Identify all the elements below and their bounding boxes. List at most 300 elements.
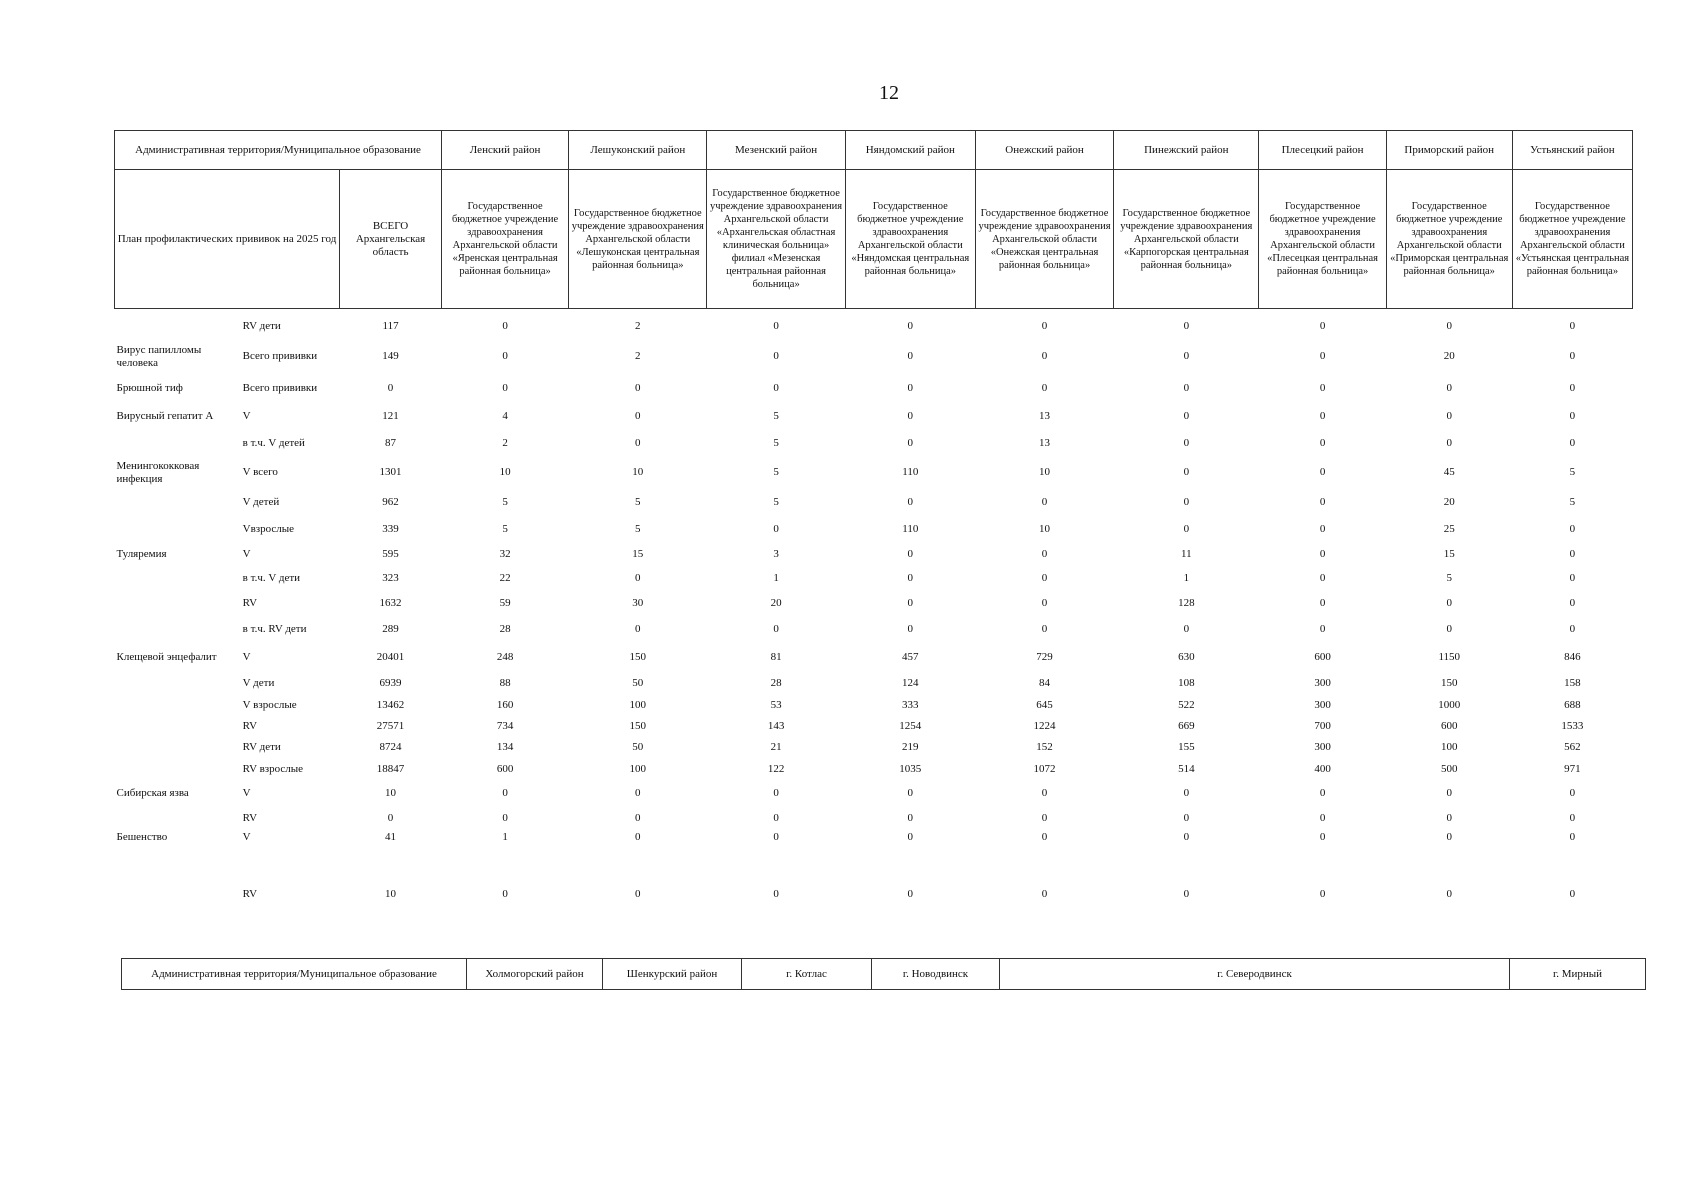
disease-name xyxy=(115,489,241,517)
institution-header: Государственное бюджетное учреждение здравоохранения Архангельской области «Плесецкая центральная районная больница» xyxy=(1259,170,1386,309)
district-value: 300 xyxy=(1314,699,1331,711)
table-row xyxy=(115,339,1633,375)
district-value: 0 xyxy=(1569,382,1576,394)
district-value: 0 xyxy=(1319,410,1326,422)
district-value: 300 xyxy=(1314,677,1331,689)
total-value: 0 xyxy=(387,812,394,824)
indicator-label: Всего прививки xyxy=(242,350,318,362)
table-row xyxy=(115,781,1633,807)
indicator-label: в т.ч. RV дети xyxy=(242,623,307,635)
district-value: 0 xyxy=(1446,437,1452,449)
district-value: 0 xyxy=(907,320,914,333)
disease-name xyxy=(115,567,241,591)
indicator-label: V xyxy=(242,548,251,560)
district-value: 0 xyxy=(907,548,914,560)
total-value: 117 xyxy=(382,320,399,333)
district-value: 45 xyxy=(1443,466,1455,478)
total-value: 1301 xyxy=(379,466,402,478)
district-value: 28 xyxy=(770,677,782,689)
district-value: 21 xyxy=(770,741,782,753)
district-header: Ленский район xyxy=(442,131,569,170)
disease-name xyxy=(115,881,241,909)
district-value: 2 xyxy=(635,320,641,333)
district-header: Устьянский район xyxy=(1512,131,1632,170)
disease-name xyxy=(115,673,241,695)
district-value: 0 xyxy=(1319,830,1326,843)
total-value: 18847 xyxy=(376,763,405,775)
indicator-label: в т.ч. V дети xyxy=(242,572,301,584)
district-value: 0 xyxy=(1319,812,1326,824)
district-value: 110 xyxy=(902,466,919,478)
district-value: 20 xyxy=(1443,496,1455,508)
disease-name: Бешенство xyxy=(116,830,168,843)
table-row xyxy=(115,807,1633,831)
table-row xyxy=(115,309,1633,339)
district-value: 1150 xyxy=(1438,651,1461,663)
district-value: 0 xyxy=(907,350,914,362)
district-value: 645 xyxy=(1036,699,1053,711)
district-value: 10 xyxy=(499,466,511,478)
district-value: 3 xyxy=(773,548,779,560)
table-row xyxy=(115,643,1633,673)
page-number: 12 xyxy=(879,82,899,104)
district-value: 0 xyxy=(907,597,914,609)
district-value: 0 xyxy=(1319,623,1326,635)
district-value: 846 xyxy=(1564,651,1581,663)
district-value: 0 xyxy=(1183,437,1190,449)
total-value: 8724 xyxy=(379,741,402,753)
table-row xyxy=(115,517,1633,543)
district-value: 0 xyxy=(1319,382,1326,394)
table-row xyxy=(115,881,1633,909)
district-value: 134 xyxy=(496,741,514,753)
district-value: 5 xyxy=(1569,496,1576,508)
next-table-header xyxy=(121,958,1646,990)
district-value: 600 xyxy=(1440,720,1458,732)
indicator-label: V xyxy=(242,651,251,663)
disease-name xyxy=(115,517,241,543)
district-value: 0 xyxy=(1041,812,1048,824)
district-value: 0 xyxy=(635,572,641,584)
district-header: Онежский район xyxy=(975,131,1113,170)
district-value: 0 xyxy=(635,437,641,449)
district-value: 0 xyxy=(907,437,914,449)
institution-header: Государственное бюджетное учреждение здравоохранения Архангельской области «Устьянская центральная районная больница» xyxy=(1512,170,1632,309)
district-value: 5 xyxy=(773,496,779,508)
district-value: 0 xyxy=(1041,623,1048,635)
district-value: 13 xyxy=(1039,410,1051,422)
district-value: 143 xyxy=(767,720,785,732)
indicator-label: Всего прививки xyxy=(242,382,318,394)
disease-name: Брюшной тиф xyxy=(116,382,183,394)
district-value: 0 xyxy=(1569,350,1576,362)
total-value: 1632 xyxy=(379,597,402,609)
district-value: 5 xyxy=(502,496,508,508)
disease-name xyxy=(115,431,241,457)
district-value: 971 xyxy=(1564,763,1581,775)
district-value: 0 xyxy=(1319,597,1326,609)
district-value: 0 xyxy=(502,382,508,394)
indicator-label: в т.ч. V детей xyxy=(242,437,305,449)
indicator-label: RV дети xyxy=(242,320,281,333)
district-value: 5 xyxy=(773,410,779,422)
indicator-label: RV xyxy=(242,597,258,609)
indicator-label: V взрослые xyxy=(242,699,297,711)
institution-header: Государственное бюджетное учреждение здравоохранения Архангельской области «Лешуконская центральная районная больница» xyxy=(569,170,707,309)
district-value: 0 xyxy=(1569,830,1576,843)
district-value: 13 xyxy=(1039,437,1051,449)
district-value: 0 xyxy=(1319,466,1326,478)
district-value: 28 xyxy=(499,623,511,635)
district-value: 0 xyxy=(1319,523,1326,535)
district-value: 248 xyxy=(496,651,514,663)
district-value: 0 xyxy=(635,382,641,394)
district-value: 0 xyxy=(635,888,641,900)
district-value: 0 xyxy=(907,623,914,635)
district-header: Няндомский район xyxy=(845,131,975,170)
district-value: 50 xyxy=(632,677,644,689)
district-value: 669 xyxy=(1178,720,1195,732)
indicator-label: RV взрослые xyxy=(242,763,304,775)
district-value: 150 xyxy=(629,651,647,663)
district-value: 0 xyxy=(1319,572,1326,584)
disease-name: Клещевой энцефалит xyxy=(116,651,217,663)
disease-name xyxy=(115,695,241,717)
district-value: 0 xyxy=(1041,496,1048,508)
district-value: 0 xyxy=(1569,623,1576,635)
district-value: 600 xyxy=(496,763,514,775)
total-value: 289 xyxy=(382,623,399,635)
district-value: 53 xyxy=(770,699,782,711)
admin-territory-header: Административная территория/Муниципальное образование xyxy=(122,959,467,990)
table-row xyxy=(115,737,1633,759)
district-value: 10 xyxy=(1039,523,1051,535)
district-value: 0 xyxy=(1569,437,1576,449)
table-row xyxy=(115,543,1633,567)
district-value: 0 xyxy=(1569,888,1576,900)
district-header: Шенкурский район xyxy=(603,959,742,990)
district-value: 1 xyxy=(1183,572,1190,584)
district-value: 0 xyxy=(1183,350,1190,362)
district-value: 0 xyxy=(1319,350,1326,362)
district-value: 100 xyxy=(1440,741,1458,753)
district-header: Приморский район xyxy=(1386,131,1512,170)
district-value: 219 xyxy=(902,741,919,753)
district-value: 0 xyxy=(1041,830,1048,843)
district-value: 0 xyxy=(1446,320,1452,333)
district-value: 0 xyxy=(1041,350,1048,362)
table-row xyxy=(115,403,1633,431)
district-value: 0 xyxy=(1183,830,1190,843)
institution-header: Государственное бюджетное учреждение здравоохранения Архангельской области «Карпогорская центральная районная больница» xyxy=(1114,170,1259,309)
indicator-label: RV дети xyxy=(242,741,281,753)
district-value: 500 xyxy=(1440,763,1458,775)
district-value: 729 xyxy=(1036,651,1053,663)
district-value: 700 xyxy=(1314,720,1331,732)
table-row xyxy=(115,591,1633,617)
district-value: 514 xyxy=(1178,763,1195,775)
district-value: 0 xyxy=(502,787,508,799)
district-value: 20 xyxy=(1443,350,1455,362)
district-value: 0 xyxy=(1446,382,1452,394)
district-value: 100 xyxy=(629,699,647,711)
district-value: 4 xyxy=(502,410,508,422)
city-header: г. Котлас xyxy=(742,959,872,990)
district-value: 0 xyxy=(907,572,914,584)
district-header: Пинежский район xyxy=(1114,131,1259,170)
district-value: 630 xyxy=(1178,651,1195,663)
indicator-label: V xyxy=(242,787,251,799)
district-value: 457 xyxy=(902,651,919,663)
district-value: 522 xyxy=(1178,699,1195,711)
district-value: 0 xyxy=(1183,787,1190,799)
table-row xyxy=(115,375,1633,403)
institution-header: Государственное бюджетное учреждение здравоохранения Архангельской области «Приморская центральная районная больница» xyxy=(1386,170,1512,309)
total-value: 27571 xyxy=(376,720,405,732)
total-value: 20401 xyxy=(376,651,405,663)
table-row xyxy=(115,717,1633,737)
district-value: 0 xyxy=(1041,787,1048,799)
district-value: 562 xyxy=(1564,741,1581,753)
district-value: 0 xyxy=(907,830,914,843)
district-value: 150 xyxy=(629,720,647,732)
district-value: 32 xyxy=(499,548,511,560)
district-value: 88 xyxy=(499,677,511,689)
institution-header: Государственное бюджетное учреждение здравоохранения Архангельской области «Няндомская центральная районная больница» xyxy=(845,170,975,309)
district-value: 108 xyxy=(1178,677,1195,689)
district-value: 1533 xyxy=(1561,720,1584,732)
district-value: 128 xyxy=(1178,597,1195,609)
district-value: 0 xyxy=(1446,410,1452,422)
indicator-label: RV xyxy=(242,888,258,900)
district-value: 100 xyxy=(629,763,647,775)
district-header: Плесецкий район xyxy=(1259,131,1386,170)
district-value: 0 xyxy=(907,382,914,394)
district-value: 0 xyxy=(635,830,641,843)
district-value: 0 xyxy=(1319,437,1326,449)
district-header: Мезенский район xyxy=(707,131,845,170)
district-value: 5 xyxy=(773,437,779,449)
district-value: 0 xyxy=(1041,888,1048,900)
district-value: 0 xyxy=(502,812,508,824)
district-value: 0 xyxy=(502,320,508,333)
district-value: 0 xyxy=(1569,548,1576,560)
district-value: 0 xyxy=(1041,320,1048,333)
indicator-label: RV xyxy=(242,812,258,824)
table-row xyxy=(115,431,1633,457)
district-value: 0 xyxy=(907,888,914,900)
disease-name: Туляремия xyxy=(116,548,167,560)
district-value: 0 xyxy=(502,888,508,900)
district-value: 0 xyxy=(1446,830,1452,843)
total-value: 962 xyxy=(382,496,399,508)
district-value: 0 xyxy=(773,888,779,900)
table-row xyxy=(115,759,1633,781)
district-value: 150 xyxy=(1440,677,1458,689)
district-value: 81 xyxy=(770,651,782,663)
table-row xyxy=(115,457,1633,489)
district-value: 0 xyxy=(907,812,914,824)
district-value: 0 xyxy=(635,812,641,824)
district-value: 0 xyxy=(773,320,779,333)
district-value: 0 xyxy=(1183,382,1190,394)
total-value: 149 xyxy=(382,350,399,362)
district-value: 2 xyxy=(502,437,508,449)
header-row-institutions xyxy=(115,170,1633,309)
district-value: 1000 xyxy=(1438,699,1461,711)
table-row xyxy=(115,617,1633,643)
disease-name: Менингококковая инфекция xyxy=(116,459,200,485)
indicator-label: V всего xyxy=(242,466,278,478)
district-value: 1254 xyxy=(899,720,922,732)
district-value: 10 xyxy=(632,466,644,478)
district-value: 688 xyxy=(1564,699,1581,711)
table-row xyxy=(115,489,1633,517)
district-value: 0 xyxy=(1569,523,1576,535)
disease-name xyxy=(115,737,241,759)
district-value: 10 xyxy=(1039,466,1051,478)
district-value: 0 xyxy=(1319,888,1326,900)
disease-name: Вирус папилломы человека xyxy=(116,343,202,369)
district-value: 0 xyxy=(1183,410,1190,422)
district-value: 333 xyxy=(902,699,919,711)
disease-name: Вирусный гепатит А xyxy=(116,410,214,422)
district-value: 158 xyxy=(1564,677,1581,689)
district-value: 5 xyxy=(1446,572,1452,584)
district-value: 0 xyxy=(1041,548,1048,560)
district-value: 0 xyxy=(635,623,641,635)
district-value: 0 xyxy=(907,787,914,799)
district-value: 124 xyxy=(902,677,919,689)
indicator-label: V детей xyxy=(242,496,280,508)
district-value: 2 xyxy=(635,350,641,362)
district-value: 0 xyxy=(1446,597,1452,609)
header-row-districts xyxy=(115,131,1633,170)
total-value: 323 xyxy=(382,572,399,584)
total-value: 6939 xyxy=(379,677,402,689)
district-value: 0 xyxy=(1319,496,1326,508)
indicator-label: V дети xyxy=(242,677,275,689)
district-value: 0 xyxy=(1446,787,1452,799)
indicator-label: RV xyxy=(242,720,258,732)
district-value: 20 xyxy=(770,597,782,609)
district-value: 0 xyxy=(1319,548,1326,560)
disease-name xyxy=(115,309,241,339)
total-value: 10 xyxy=(385,888,397,900)
disease-name xyxy=(115,717,241,737)
district-value: 0 xyxy=(1446,812,1452,824)
district-value: 0 xyxy=(1319,320,1326,333)
total-value: 13462 xyxy=(376,699,405,711)
vaccination-plan-table xyxy=(114,130,1633,909)
district-value: 0 xyxy=(907,410,914,422)
total-value: 0 xyxy=(387,382,394,394)
district-value: 1035 xyxy=(899,763,922,775)
district-value: 0 xyxy=(1183,320,1190,333)
table-body xyxy=(115,309,1633,909)
total-value: 10 xyxy=(385,787,397,799)
district-value: 0 xyxy=(773,787,779,799)
district-value: 0 xyxy=(1183,496,1190,508)
district-value: 0 xyxy=(1183,523,1190,535)
district-value: 5 xyxy=(502,523,508,535)
district-value: 1 xyxy=(773,572,779,584)
district-value: 1072 xyxy=(1033,763,1056,775)
total-value: 595 xyxy=(382,548,399,560)
district-value: 25 xyxy=(1443,523,1455,535)
city-header: г. Северодвинск xyxy=(1000,959,1510,990)
district-value: 0 xyxy=(773,623,779,635)
district-value: 0 xyxy=(773,382,779,394)
total-value: 339 xyxy=(382,523,399,535)
disease-name xyxy=(115,591,241,617)
district-value: 15 xyxy=(1443,548,1455,560)
district-value: 0 xyxy=(773,350,779,362)
district-header: Лешуконский район xyxy=(569,131,707,170)
district-value: 0 xyxy=(1569,812,1576,824)
table-row xyxy=(115,567,1633,591)
district-value: 0 xyxy=(502,350,508,362)
district-value: 160 xyxy=(496,699,514,711)
institution-header: Государственное бюджетное учреждение здравоохранения Архангельской области «Архангельская областная клиническая больница» филиал «Мезенская центральная районная больница» xyxy=(707,170,845,309)
district-value: 110 xyxy=(902,523,919,535)
district-value: 734 xyxy=(496,720,514,732)
disease-name xyxy=(115,759,241,781)
district-value: 1 xyxy=(502,830,508,843)
district-value: 0 xyxy=(1041,572,1048,584)
district-value: 152 xyxy=(1036,741,1053,753)
district-value: 30 xyxy=(632,597,644,609)
city-header: г. Новодвинск xyxy=(872,959,1000,990)
total-value: 41 xyxy=(385,830,397,843)
table-row xyxy=(115,673,1633,695)
indicator-label: V xyxy=(242,830,251,843)
district-value: 0 xyxy=(1569,787,1576,799)
district-value: 155 xyxy=(1178,741,1195,753)
indicator-label: Vвзрослые xyxy=(242,523,295,535)
district-value: 84 xyxy=(1039,677,1051,689)
total-value: 121 xyxy=(382,410,399,422)
district-value: 0 xyxy=(1569,597,1576,609)
district-value: 0 xyxy=(1041,382,1048,394)
total-value: 87 xyxy=(385,437,397,449)
disease-name xyxy=(115,807,241,831)
district-value: 0 xyxy=(1041,597,1048,609)
indicator-label: V xyxy=(242,410,251,422)
district-value: 5 xyxy=(773,466,779,478)
district-value: 11 xyxy=(1181,548,1192,560)
disease-name xyxy=(115,617,241,643)
district-value: 0 xyxy=(1446,623,1452,635)
district-value: 0 xyxy=(635,410,641,422)
district-value: 300 xyxy=(1314,741,1331,753)
disease-name: Сибирская язва xyxy=(116,787,189,799)
district-value: 600 xyxy=(1314,651,1331,663)
district-value: 0 xyxy=(773,830,779,843)
table-row xyxy=(115,695,1633,717)
district-value: 15 xyxy=(632,548,644,560)
plan-header: План профилактических прививок на 2025 год xyxy=(115,170,340,309)
district-value: 0 xyxy=(1569,572,1576,584)
district-value: 0 xyxy=(907,496,914,508)
district-value: 0 xyxy=(1183,623,1190,635)
district-value: 0 xyxy=(1183,888,1190,900)
table-row xyxy=(115,831,1633,881)
district-value: 5 xyxy=(635,523,641,535)
district-value: 5 xyxy=(1569,466,1576,478)
district-value: 400 xyxy=(1314,763,1331,775)
district-value: 1224 xyxy=(1033,720,1056,732)
